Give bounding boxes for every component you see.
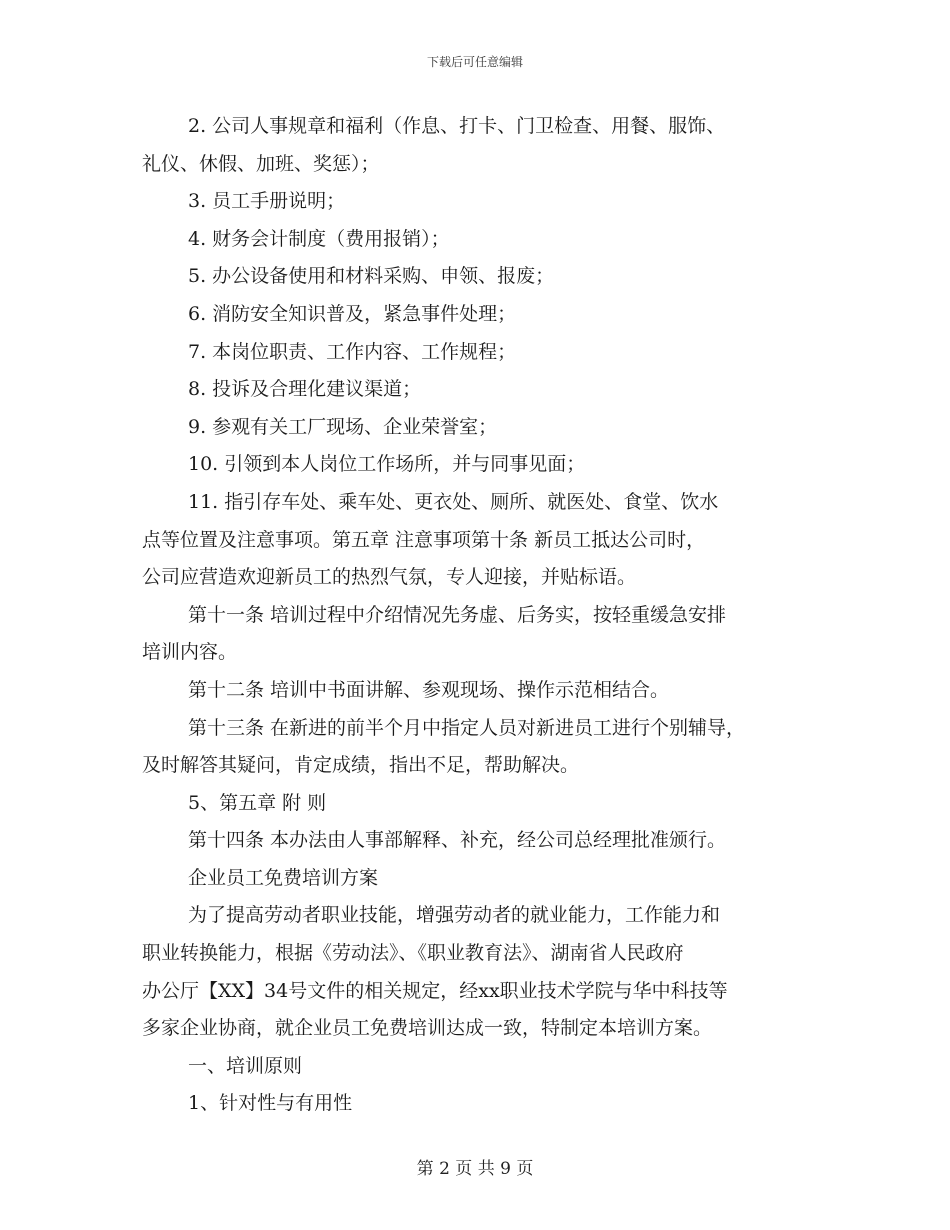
page-header: 下载后可任意编辑 <box>426 55 523 69</box>
section-heading: 1、针对性与有用性 <box>188 1092 353 1115</box>
text-line: 点等位置及注意事项。第五章 注意事项第十条 新员工抵达公司时， <box>142 528 706 551</box>
text-line: 公司应营造欢迎新员工的热烈气氛，专人迎接，并贴标语。 <box>142 566 637 589</box>
text-line: 职业转换能力，根据《劳动法》、《职业教育法》、湖南省人民政府 <box>142 942 684 965</box>
text-line: 3. 员工手册说明； <box>188 190 346 213</box>
text-line: 6. 消防安全知识普及，紧急事件处理； <box>188 302 517 325</box>
text-line: 8. 投诉及合理化建议渠道； <box>188 378 422 401</box>
text-line: 礼仪、休假、加班、奖惩）； <box>142 152 380 175</box>
text-line: 4. 财务会计制度（费用报销）； <box>188 227 450 250</box>
text-line: 多家企业协商，就企业员工免费培训达成一致，特制定本培训方案。 <box>142 1017 713 1040</box>
text-line: 培训内容。 <box>142 641 238 664</box>
text-line: 及时解答其疑问，肯定成绩，指出不足，帮助解决。 <box>142 754 580 777</box>
text-line: 第十一条 培训过程中介绍情况先务虚、后务实，按轻重缓急安排 <box>188 603 727 626</box>
text-line: 2. 公司人事规章和福利（作息、打卡、门卫检查、用餐、服饰、 <box>188 115 726 137</box>
section-heading: 一、培训原则 <box>188 1054 303 1077</box>
document-body <box>142 108 832 1123</box>
text-line: 第十四条 本办法由人事部解释、补充，经公司总经理批准颁行。 <box>188 829 727 852</box>
text-line: 9. 参观有关工厂现场、企业荣誉室； <box>188 415 498 438</box>
text-line: 为了提高劳动者职业技能，增强劳动者的就业能力，工作能力和 <box>188 904 721 927</box>
page-number-footer: 第 2 页 共 9 页 <box>416 1159 534 1179</box>
text-line: 7. 本岗位职责、工作内容、工作规程； <box>188 340 517 363</box>
section-heading: 企业员工免费培训方案 <box>188 866 379 889</box>
text-line: 11. 指引存车处、乘车处、更衣处、厕所、就医处、食堂、饮水 <box>188 490 719 513</box>
text-line: 第十三条 在新进的前半个月中指定人员对新进员工进行个别辅导， <box>188 716 746 739</box>
text-line: 5. 办公设备使用和材料采购、申领、报废； <box>188 265 555 288</box>
text-line: 10. 引领到本人岗位工作场所，并与同事见面； <box>188 453 586 476</box>
text-line: 办公厅【XX】34号文件的相关规定，经xx职业技术学院与华中科技等 <box>142 979 728 1002</box>
text-line: 第十二条 培训中书面讲解、参观现场、操作示范相结合。 <box>188 678 670 701</box>
section-heading: 5、第五章 附 则 <box>188 791 327 814</box>
